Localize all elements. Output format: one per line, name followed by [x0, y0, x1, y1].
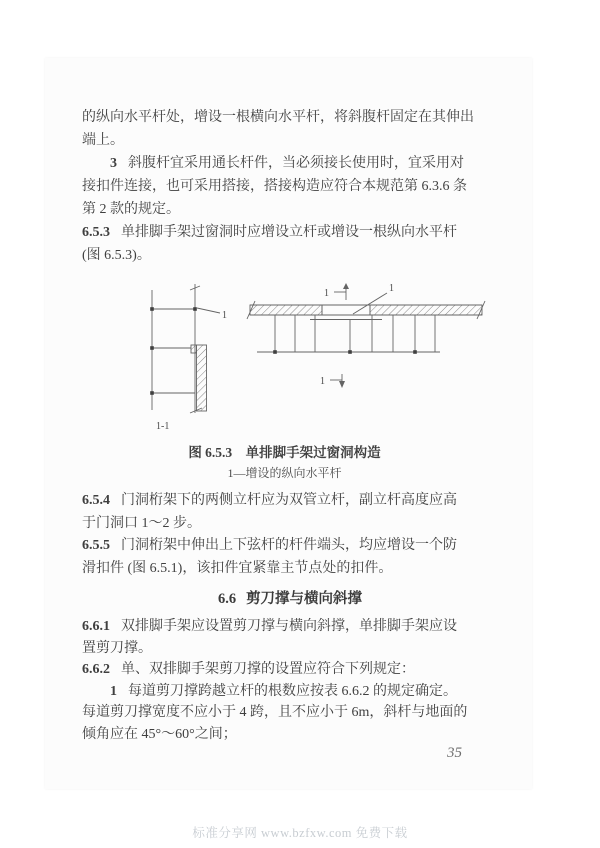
clause-text: 置剪刀撑。 — [82, 640, 152, 656]
page-number: 35 — [447, 745, 462, 761]
clause-text: 门洞桁架下的两侧立杆应为双管立杆，副立杆高度应高 — [121, 493, 457, 508]
wall-hatch-plan-left — [250, 305, 322, 315]
section-heading-title: 剪刀撑与横向斜撑 — [246, 591, 363, 607]
wall-hatch-plan-right — [370, 305, 482, 315]
clause-number: 6.6.2 — [82, 662, 110, 678]
clause-number: 3 — [110, 156, 117, 171]
paragraph-block-3 — [82, 616, 468, 746]
text-line — [82, 129, 464, 152]
text-line — [82, 702, 468, 724]
clause-text: 端上。 — [82, 133, 124, 148]
text-line — [82, 244, 464, 267]
callout-label-left: 1 — [222, 310, 227, 321]
text-line — [82, 106, 474, 129]
plan-view — [247, 283, 485, 388]
callout-label-right: 1 — [389, 283, 394, 294]
text-line — [82, 659, 464, 681]
section-arrow-down — [339, 381, 345, 388]
figure-legend: 1—增设的纵向水平杆 — [227, 466, 342, 480]
figure-6-5-3-drawing — [110, 282, 490, 440]
clause-number: 6.5.4 — [82, 493, 110, 508]
clause-text: (图 6.5.3)。 — [82, 248, 151, 263]
section-view-1-1 — [150, 284, 220, 413]
clause-number: 1 — [110, 683, 117, 699]
section-heading-number: 6.6 — [217, 591, 237, 607]
clause-text: 单、双排脚手架剪刀撑的设置应符合下列规定： — [121, 662, 415, 678]
wall-hatch-section — [197, 345, 207, 411]
text-line — [82, 558, 464, 581]
paragraph-block-2 — [82, 490, 464, 580]
node-dots — [150, 307, 197, 395]
clause-number: 6.6.1 — [82, 619, 110, 634]
text-line — [82, 681, 464, 703]
section-mark-bottom-label: 1 — [320, 376, 325, 387]
watermark-text: 标准分享网 www.bzfxw.com 免费下载 — [192, 826, 408, 840]
clause-text: 滑扣件 (图 6.5.1)，该扣件宜紧靠主节点处的扣件。 — [82, 560, 393, 576]
text-line — [82, 724, 464, 746]
clause-number: 6.5.5 — [82, 538, 110, 553]
section-heading — [82, 587, 498, 608]
clause-text: 单排脚手架过窗洞时应增设立杆或增设一根纵向水平杆 — [121, 225, 457, 240]
clause-text: 第 2 款的规定。 — [82, 202, 180, 217]
clause-text: 接扣件连接，也可采用搭接，搭接构造应符合本规范第 6.3.6 条 — [82, 179, 467, 194]
text-line — [82, 152, 464, 175]
text-line — [82, 175, 467, 198]
text-line — [82, 535, 464, 558]
clause-number: 6.5.3 — [82, 225, 110, 240]
figure-caption: 图 6.5.3 单排脚手架过窗洞构造 — [188, 445, 381, 460]
clause-text: 双排脚手架应设置剪刀撑与横向斜撑，单排脚手架应设 — [121, 619, 457, 634]
clause-text: 倾角应在 45°～60°之间； — [82, 726, 237, 742]
text-line — [82, 490, 464, 513]
paragraph-block-1 — [82, 106, 474, 267]
text-line — [82, 638, 464, 660]
section-arrow-up — [343, 283, 349, 289]
section-view-label: 1-1 — [156, 421, 170, 432]
clause-text: 于门洞口 1～2 步。 — [82, 515, 201, 531]
document-page — [45, 58, 532, 789]
text-line — [82, 198, 464, 221]
text-line — [82, 221, 464, 244]
clause-text: 每道剪刀撑跨越立杆的根数应按表 6.6.2 的规定确定。 — [128, 683, 457, 699]
clause-text: 的纵向水平杆处，增设一根横向水平杆，将斜腹杆固定在其伸出 — [82, 110, 474, 125]
text-line — [82, 513, 464, 536]
text-line — [82, 616, 464, 638]
callout-leader-left — [197, 308, 220, 313]
clause-text: 每道剪刀撑宽度不应小于 4 跨，且不应小于 6m，斜杆与地面的 — [82, 705, 468, 721]
clause-text: 门洞桁架中伸出上下弦杆的杆件端头，均应增设一个防 — [121, 538, 457, 553]
section-mark-top-label: 1 — [324, 288, 329, 299]
clause-text: 斜腹杆宜采用通长杆件，当必须接长使用时，宜采用对 — [128, 156, 464, 171]
